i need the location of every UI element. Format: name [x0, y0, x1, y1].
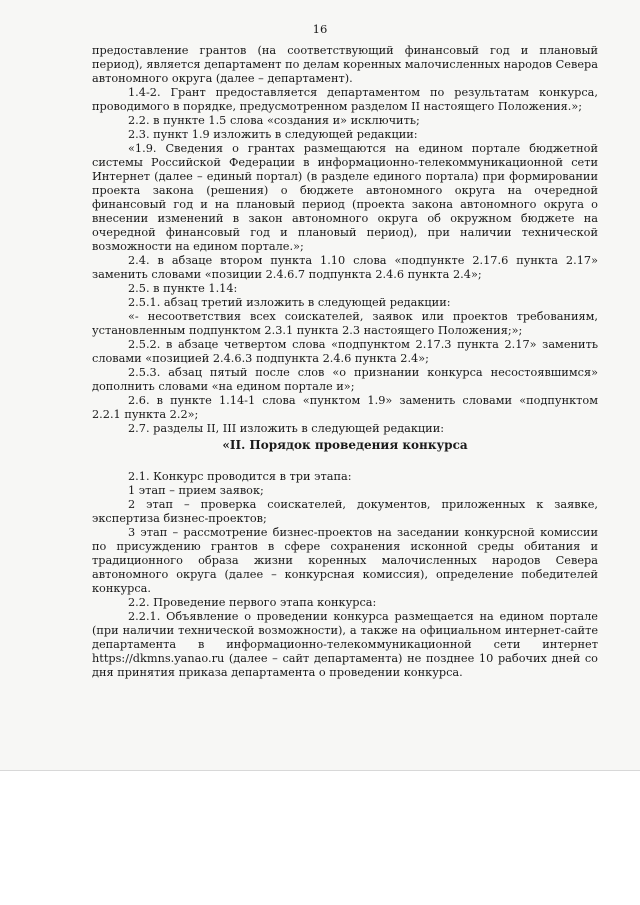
paragraph: 1.4-2. Грант предоставляется департаментом по результатам конкурса, проводимого в порядке, предусмотренном разделом II настоящего Положения.»; [92, 86, 598, 113]
paragraph: предоставление грантов (на соответствующий финансовый год и плановый период), является департамент по делам коренных малочисленных народов Севера автономного округа (далее – департамент). [92, 44, 598, 85]
paragraph: 2.2. Проведение первого этапа конкурса: [128, 596, 377, 609]
paragraph: 3 этап – рассмотрение бизнес-проектов на заседании конкурсной комиссии по присуждению грантов в сфере сохранения исконной среды обитания и традиционного образа жизни коренных малочисленных народов Севера автономного округа (далее – конкурсная комиссия), определение победителей конкурса. [92, 526, 598, 595]
paragraph: 2.7. разделы II, III изложить в следующей редакции: [128, 422, 445, 435]
paragraph: 2.6. в пункте 1.14-1 слова «пунктом 1.9» заменить словами «подпунктом 2.2.1 пункта 2.2»; [92, 394, 598, 421]
paragraph: 2.5.2. в абзаце четвертом слова «подпунктом 2.17.3 пункта 2.17» заменить словами «позицией 2.4.6.3 подпункта 2.4.6 пункта 2.4»; [92, 338, 598, 365]
paragraph: «- несоответствия всех соискателей, заявок или проектов требованиям, установленным подпунктом 2.3.1 пункта 2.3 настоящего Положения;»; [92, 310, 598, 337]
paragraph: 2.3. пункт 1.9 изложить в следующей редакции: [128, 128, 418, 141]
document-body [92, 44, 598, 680]
paragraph: «1.9. Сведения о грантах размещаются на едином портале бюджетной системы Российской Федерации в информационно-телекоммуникационной сети Интернет (далее – единый портал) (в разделе единого портала) при формировании проекта закона (решения) о бюджете автономного округа на очередной финансовый год и на плановый период (проекта закона автономного округа о внесении изменений в закон автономного округа об окружном бюджете на очередной финансовый год и плановый период), при наличии технической возможности на едином портале.»; [92, 142, 598, 253]
paragraph: 2.4. в абзаце втором пункта 1.10 слова «подпункте 2.17.6 пункта 2.17» заменить словами «позиции 2.4.6.7 подпункта 2.4.6 пункта 2.4»; [92, 254, 598, 281]
paragraph: 2.1. Конкурс проводится в три этапа: [128, 470, 352, 483]
paragraph: 2 этап – проверка соискателей, документов, приложенных к заявке, экспертиза бизнес-проектов; [92, 498, 598, 525]
paragraph: 2.5.1. абзац третий изложить в следующей редакции: [128, 296, 451, 309]
paragraph: 2.2. в пункте 1.5 слова «создания и» исключить; [128, 114, 420, 127]
paragraph: 1 этап – прием заявок; [128, 484, 264, 497]
paragraph: 2.5.3. абзац пятый после слов «о признании конкурса несостоявшимся» дополнить словами «на едином портале и»; [92, 366, 598, 393]
blank-area [0, 771, 640, 905]
section-heading: «II. Порядок проведения конкурса [222, 438, 468, 452]
page-number: 16 [312, 22, 328, 36]
paragraph: 2.2.1. Объявление о проведении конкурса размещается на едином портале (при наличии технической возможности), а также на официальном интернет-сайте департамента в информационно-телекоммуникационной сети интернет https://dkmns.yanao.ru (далее – сайт департамента) не позднее 10 рабочих дней со дня принятия приказа департамента о проведении конкурса. [92, 610, 598, 679]
paragraph: 2.5. в пункте 1.14: [128, 282, 238, 295]
